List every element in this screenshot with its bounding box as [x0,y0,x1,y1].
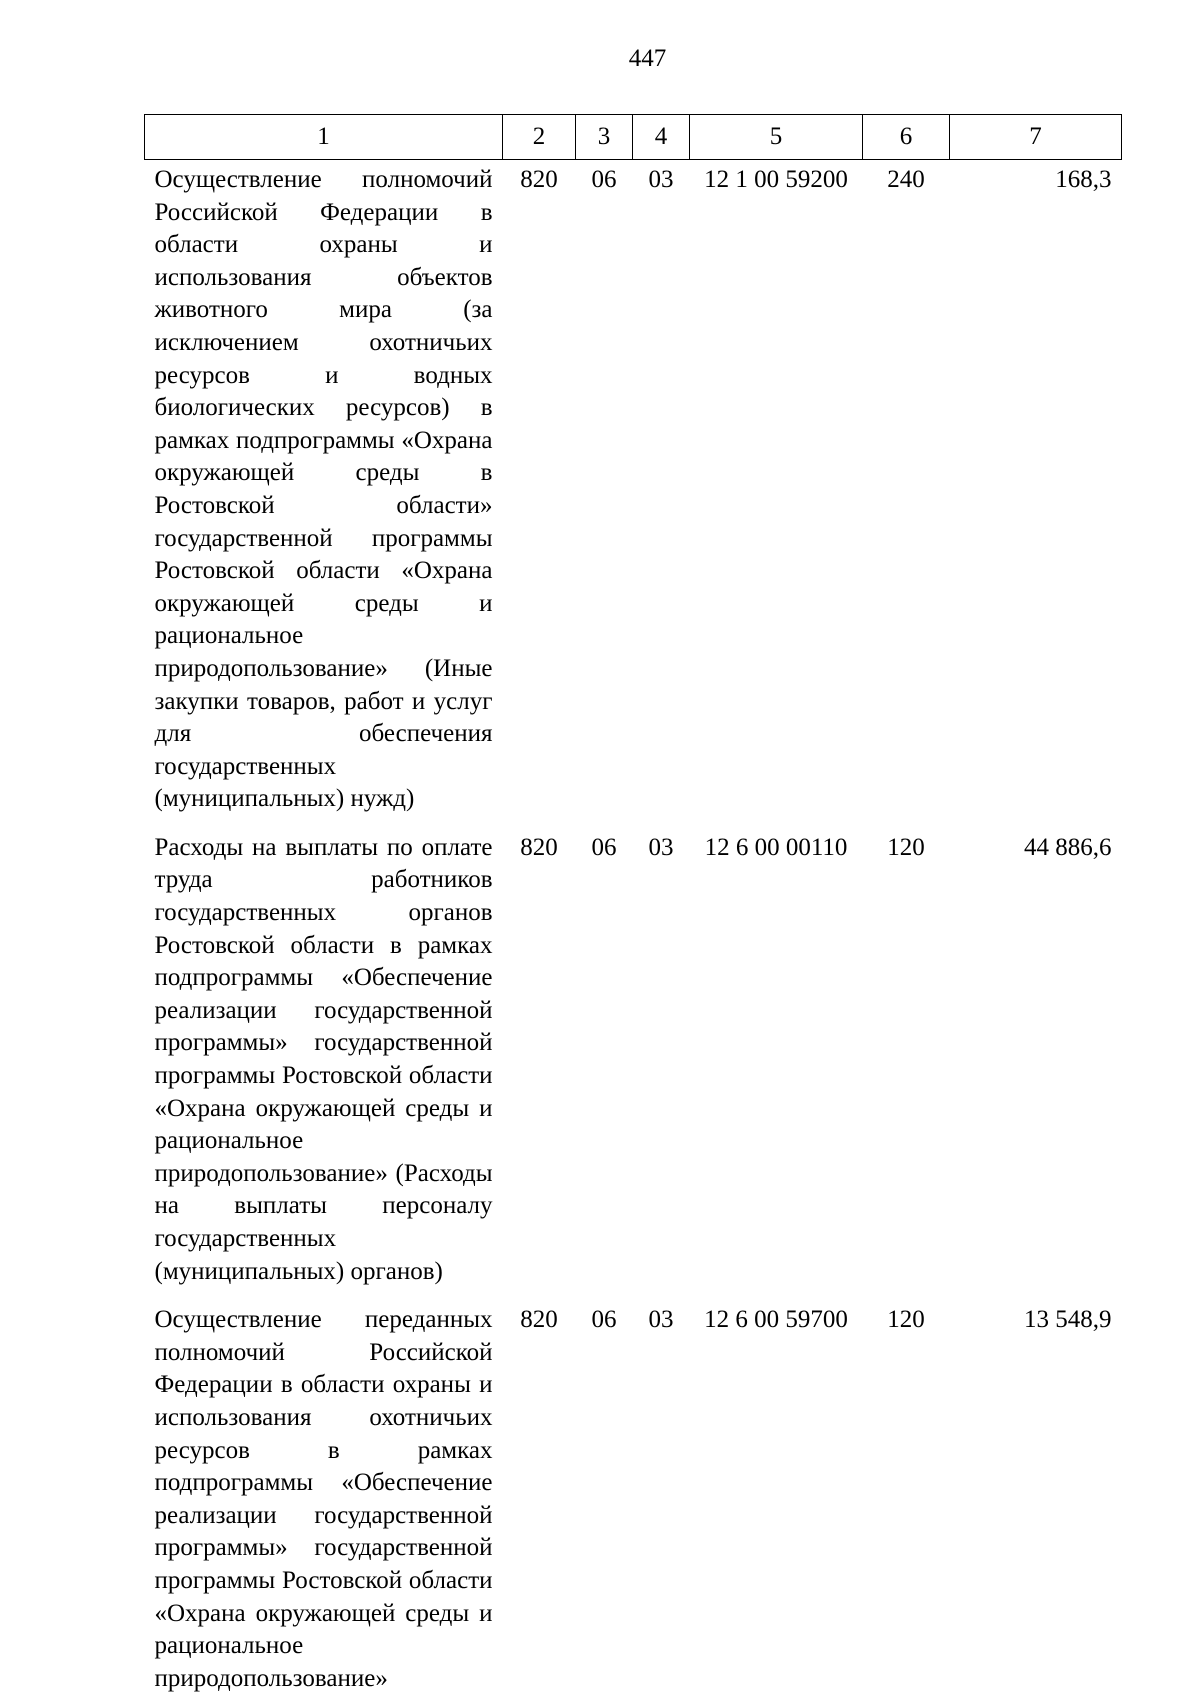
table-body [145,160,1122,1696]
row-section-code: 06 [591,1306,617,1334]
header-row [145,115,1122,160]
header-col-4: 4 [633,115,690,160]
row-ministry-code: 820 [520,166,558,193]
row-target-article: 12 6 00 00110 [704,833,848,861]
table-row [145,1288,1122,1695]
row-section-code: 06 [591,166,617,193]
header-col-2: 2 [503,115,576,160]
row-subsection-code: 03 [648,166,674,193]
header-col-1: 1 [145,115,503,160]
page-number: 447 [628,45,667,72]
header-col-3: 3 [576,115,633,160]
row-expense-type: 120 [887,1306,925,1334]
row-description: Расходы на выплаты по оплате труда работников государственных органов Ростовской области в рамках подпрограммы «Обеспечение реализации государственной программы» государственной программы Ростовской области «Охрана окружающей среды и рациональное природопользование» (Расходы на выплаты персоналу государственных (муниципальных) органов) [154,833,493,1285]
row-amount: 168,3 [1055,166,1112,193]
row-amount: 44 886,6 [1024,833,1112,861]
table-row [145,816,1122,1288]
table-header [145,115,1122,160]
row-subsection-code: 03 [648,833,674,861]
header-col-7: 7 [950,115,1122,160]
row-target-article: 12 6 00 59700 [704,1306,848,1334]
row-ministry-code: 820 [520,833,558,861]
row-subsection-code: 03 [648,1306,674,1334]
row-expense-type: 120 [887,833,925,861]
row-target-article: 12 1 00 59200 [704,166,848,193]
row-description: Осуществление переданных полномочий Российской Федерации в области охраны и использования охотничьих ресурсов в рамках подпрограммы «Обеспечение реализации государственной программы» государственной программы Ростовской области «Охрана окружающей среды и рациональное природопользование» [154,1306,493,1692]
header-col-6: 6 [863,115,950,160]
row-description: Осуществление полномочий Российской Федерации в области охраны и использования объектов животного мира (за исключением охотничьих ресурсов и водных биологических ресурсов) в рамках подпрограммы «Охрана окружающей среды в Ростовской области» государственной программы Ростовской области «Охрана окружающей среды и рациональное природопользование» (Иные закупки товаров, работ и услуг для обеспечения государственных (муниципальных) нужд) [154,166,493,813]
row-amount: 13 548,9 [1024,1306,1112,1334]
row-section-code: 06 [591,833,617,861]
header-col-5: 5 [690,115,863,160]
budget-table [144,114,1122,1695]
row-expense-type: 240 [887,166,925,193]
table-row [145,160,1122,816]
row-ministry-code: 820 [520,1306,558,1334]
